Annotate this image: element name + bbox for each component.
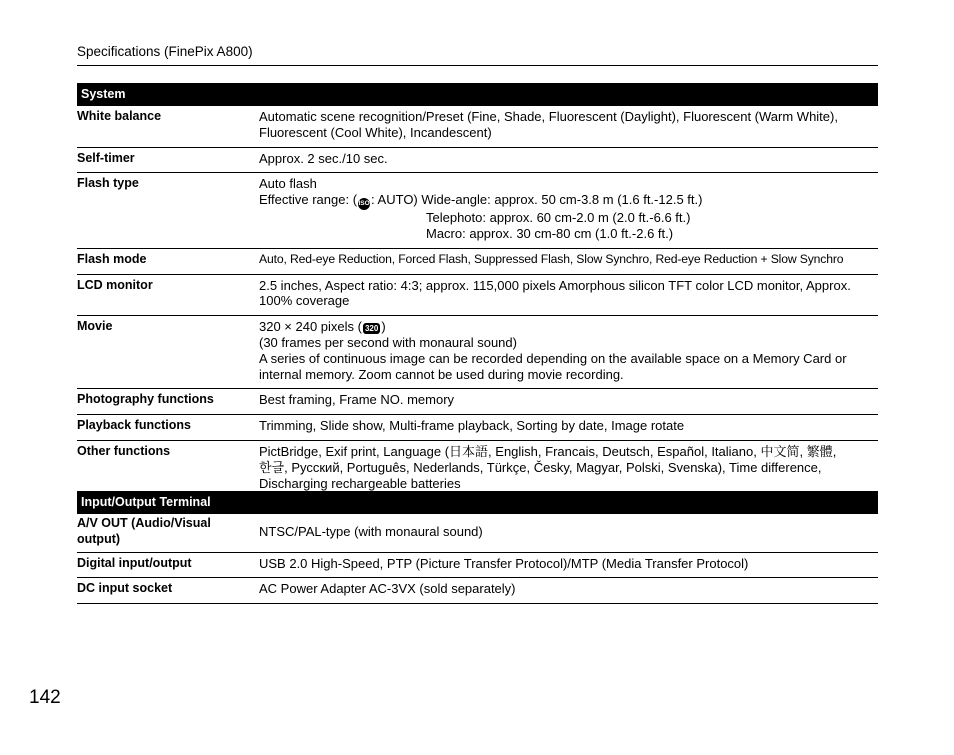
spec-value [259,278,878,310]
spec-label: LCD monitor [77,277,153,292]
page-header-title: Specifications (FinePix A800) [77,44,253,59]
spec-row-self-timer [77,148,878,174]
spec-label: Flash mode [77,251,147,266]
section-heading-system: System [77,83,878,106]
spec-value: Auto, Red-eye Reduction, Forced Flash, Suppressed Flash, Slow Synchro, Red-eye Reduction + Slow Synchro [259,251,844,266]
spec-value-line: Discharging rechargeable batteries [259,475,461,491]
flash-range-line [259,192,878,210]
spec-value: USB 2.0 High-Speed, PTP (Picture Transfer Protocol)/MTP (Media Transfer Protocol) [259,555,749,571]
spec-label: Playback functions [77,418,191,433]
page-number: 142 [29,687,61,708]
spec-row-digital-io [77,553,878,579]
spec-row-playback-functions [77,415,878,441]
spec-row-dc-input [77,578,878,604]
spec-value: Approx. 2 sec./10 sec. [259,150,388,166]
spec-value-line: (30 frames per second with monaural sound) [259,334,517,350]
flash-range-macro: Macro: approx. 30 cm-80 cm (1.0 ft.-2.6 ft.) [426,225,674,241]
spec-row-white-balance [77,106,878,148]
spec-label-line: A/V OUT (Audio/Visual [77,516,211,530]
spec-label: White balance [77,109,162,123]
spec-value: NTSC/PAL-type (with monaural sound) [259,523,483,539]
spec-value: Best framing, Frame NO. memory [259,392,455,408]
spec-value [259,109,878,141]
movie-pixels-line [259,319,878,335]
movie-pixels-suffix: ) [381,319,386,335]
spec-value-line: PictBridge, Exif print, Language (日本語, English, Francais, Deutsch, Español, Italiano, 中文简, 繁體, [259,443,837,459]
spec-label: Other functions [77,443,171,458]
spec-row-av-out [77,514,878,553]
spec-row-flash-mode [77,249,878,275]
spec-value-line: 2.5 inches, Aspect ratio: 4:3; approx. 115,000 pixels Amorphous silicon TFT color LCD monitor, Approx. [259,277,851,293]
spec-label: DC input socket [77,581,173,596]
flash-range-wide: Wide-angle: approx. 50 cm-3.8 m (1.6 ft.-12.5 ft.) [421,192,703,208]
spec-row-photography-functions [77,389,878,415]
iso-icon: ISO [358,198,370,210]
spec-value: Trimming, Slide show, Multi-frame playback, Sorting by date, Image rotate [259,418,685,434]
flash-range-prefix: Effective range: ( [259,192,358,208]
spec-label: Photography functions [77,392,214,407]
flash-range-tele: Telephoto: approx. 60 cm-2.0 m (2.0 ft.-6.6 ft.) [426,210,691,226]
movie-pixels-prefix: 320 × 240 pixels ( [259,319,362,335]
system-spec-table [77,83,878,498]
spec-value-line: Automatic scene recognition/Preset (Fine, Shade, Fluorescent (Daylight), Fluorescent (Warm White), [259,109,838,124]
spec-value [259,319,878,382]
spec-row-flash-type [77,173,878,248]
spec-row-lcd-monitor [77,275,878,317]
spec-value-line: 100% coverage [259,293,350,309]
spec-value-line: Fluorescent (Cool White), Incandescent) [259,124,492,140]
spec-row-other-functions [77,441,878,498]
spec-label: Movie [77,319,113,334]
spec-value-line: internal memory. Zoom cannot be used during movie recording. [259,366,624,382]
spec-label [77,516,259,548]
spec-label-line: output) [77,531,121,546]
spec-value-line: Auto flash [259,176,317,192]
spec-value [259,176,878,241]
spec-value [259,444,878,491]
io-spec-table [77,491,878,604]
spec-label: Digital input/output [77,555,192,570]
spec-value-line: A series of continuous image can be recorded depending on the available space on a Memory Card or [259,350,847,366]
flash-range-suffix: : AUTO) [371,192,418,208]
spec-label: Self-timer [77,150,135,165]
spec-value-line: 한글, Русский, Português, Nederlands, Türkçe, Česky, Magyar, Polski, Svenska), Time difference, [259,459,822,475]
spec-value: AC Power Adapter AC-3VX (sold separately) [259,581,516,597]
spec-row-movie [77,316,878,389]
section-heading-input-output: Input/Output Terminal [77,491,878,514]
spec-label: Flash type [77,176,139,191]
header-divider [77,65,878,66]
movie-size-320-icon: 320 [364,324,379,334]
